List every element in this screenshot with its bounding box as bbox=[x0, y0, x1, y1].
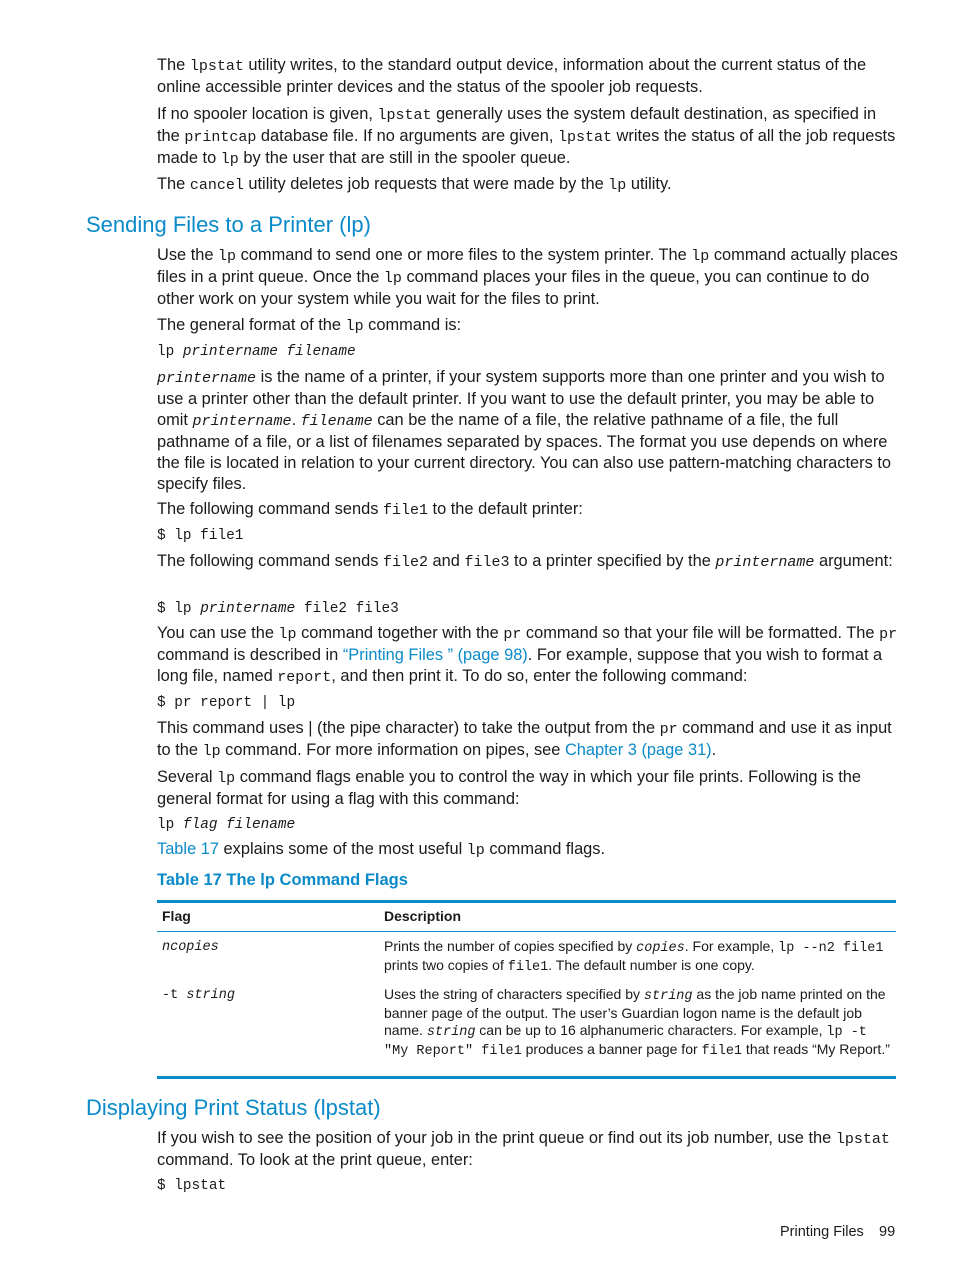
table-cell-description: Prints the number of copies specified by copies. For example, lp --n2 file1 prints two copies of file1. The default number is one copy. bbox=[384, 938, 884, 975]
code-term: lpstat bbox=[557, 129, 612, 146]
code-block-lp-flag: lp flag filename bbox=[157, 817, 296, 833]
section1-paragraph-1: Use the lp command to send one or more files to the system printer. The lp command actually places files in a print queue. Once the lp command places your files in the queue, you can continue to do other work on your system while you wait for the files to print. bbox=[157, 246, 898, 308]
table-header-flag: Flag bbox=[162, 908, 191, 924]
table-cell-flag: ncopies bbox=[162, 940, 219, 955]
section1-paragraph-3: printername is the name of a printer, if your system supports more than one printer and you wish to use a printer other than the default printer. If you want to use the default printer, you may be able to omit printername. filename can be the name of a file, the relative pathname of a file, the full pathname of a file, or a list of filenames separated by spaces. The format you use depends on where the file is located in relation to your current directory. You can also use pattern-matching characters to specify files. bbox=[157, 368, 892, 493]
section1-paragraph-5: The following command sends file2 and file3 to a printer specified by the printername argument: bbox=[157, 552, 893, 571]
code-term: cancel bbox=[189, 177, 244, 194]
footer-chapter-label: Printing Files bbox=[780, 1224, 864, 1240]
code-block-pr-report: $ pr report | lp bbox=[157, 695, 296, 711]
section1-paragraph-8: Several lp command flags enable you to control the way in which your file prints. Following is the general format for using a flag with this command: bbox=[157, 768, 862, 808]
table-cell-flag: -t string bbox=[162, 988, 235, 1003]
table-header-rule bbox=[157, 931, 896, 932]
code-term: lpstat bbox=[377, 107, 432, 124]
section-heading-sending-files: Sending Files to a Printer (lp) bbox=[86, 212, 371, 237]
intro-paragraph-1: The lpstat utility writes, to the standard output device, information about the current status of the online accessible printer devices and the status of the spooler job requests. bbox=[157, 56, 867, 96]
section1-paragraph-4: The following command sends file1 to the default printer: bbox=[157, 500, 583, 519]
printing-files-link[interactable]: “Printing Files ” (page 98) bbox=[342, 646, 528, 664]
section2-paragraph-1: If you wish to see the position of your job in the print queue or find out its job number, use the lpstat command. To look at the print queue, enter: bbox=[157, 1129, 890, 1169]
table-top-rule bbox=[157, 900, 896, 903]
section1-paragraph-9: Table 17 explains some of the most useful lp command flags. bbox=[157, 840, 606, 859]
chapter-3-link[interactable]: Chapter 3 (page 31) bbox=[564, 741, 712, 759]
footer-page-number: 99 bbox=[879, 1224, 896, 1240]
code-block-lpstat: $ lpstat bbox=[157, 1178, 227, 1194]
code-block-lp-printername: $ lp printername file2 file3 bbox=[157, 601, 399, 617]
section1-paragraph-2: The general format of the lp command is: bbox=[157, 316, 462, 335]
intro-paragraph-2: If no spooler location is given, lpstat generally uses the system default destination, as specified in the printcap database file. If no arguments are given, lpstat writes the status of all the job requests made to lp by the user that are still in the spooler queue. bbox=[157, 105, 896, 168]
table-caption: Table 17 The lp Command Flags bbox=[157, 871, 408, 889]
section1-paragraph-7: This command uses | (the pipe character) to take the output from the pr command and use it as input to the lp command. For more information on pipes, see Chapter 3 (page 31). bbox=[157, 719, 892, 760]
code-term: lpstat bbox=[189, 58, 244, 75]
code-term: lp bbox=[608, 177, 627, 194]
code-block-lp-syntax: lp printername filename bbox=[157, 344, 356, 360]
code-term: lp bbox=[220, 151, 239, 168]
table-bottom-rule bbox=[157, 1076, 896, 1079]
section1-paragraph-6: You can use the lp command together with the pr command so that your file will be formatted. The pr command is described in “Printing Files ” (page 98). For example, suppose that you wish to format a long file, named report, and then print it. To do so, enter the following command: bbox=[157, 624, 898, 686]
table-cell-description: Uses the string of characters specified by string as the job name printed on the banner page of the output. The user’s Guardian logon name is the default job name. string can be up to 16 alphanumeric characters. For example, lp -t "My Report" file1 produces a banner page for file1 that reads “My Report.” bbox=[384, 986, 890, 1059]
table-17-link[interactable]: Table 17 bbox=[157, 840, 219, 858]
code-term: printcap bbox=[184, 129, 257, 146]
section-heading-print-status: Displaying Print Status (lpstat) bbox=[86, 1095, 381, 1120]
code-block-lp-file1: $ lp file1 bbox=[157, 528, 244, 544]
intro-paragraph-3: The cancel utility deletes job requests that were made by the lp utility. bbox=[157, 175, 672, 194]
table-header-description: Description bbox=[384, 908, 462, 924]
